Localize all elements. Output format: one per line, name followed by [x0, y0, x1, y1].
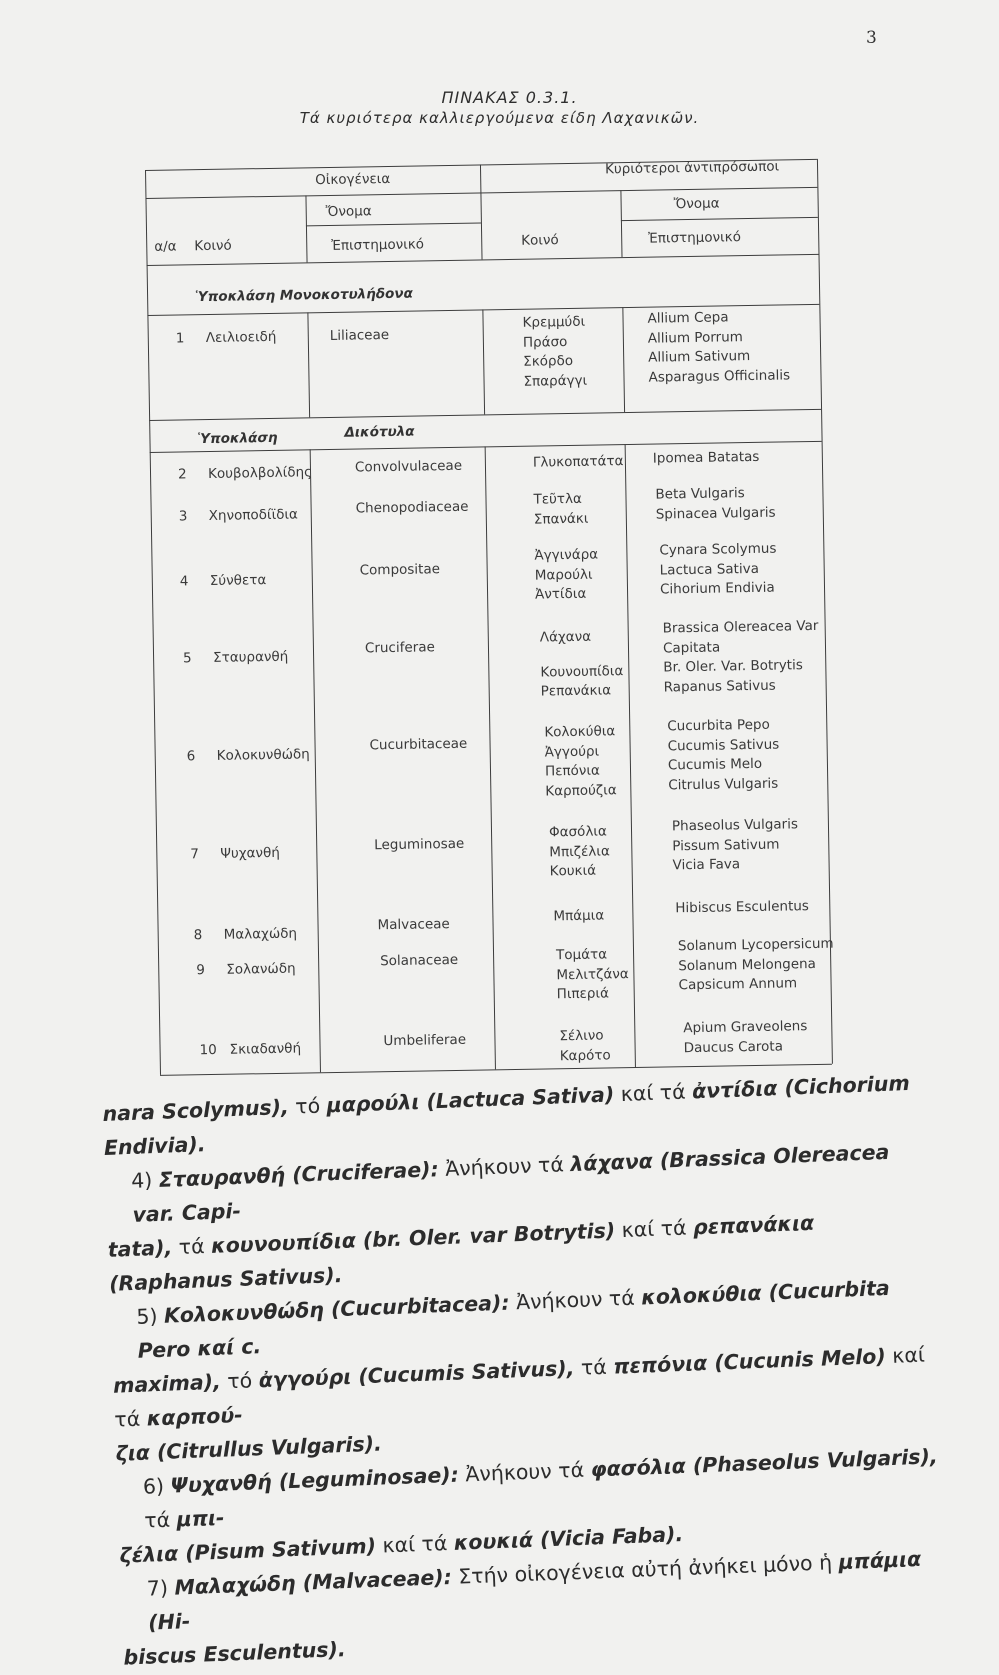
common-cell: Κρεμμύδι Πράσο Σκόρδο Σπαράγγι	[522, 313, 588, 390]
paragraph-4-cont: tata), τά κουνουπίδια (br. Oler. var Botrytis) καί τά ρεπανάκια (Raphanus Sativus).	[107, 1210, 815, 1296]
scientific-cell: Ipomea Batatas	[652, 448, 760, 467]
family-cell: Cruciferae	[364, 639, 435, 657]
header-scientific: Ἐπιστημονικό	[331, 236, 425, 254]
common-cell: Μπάμια	[553, 907, 605, 925]
body-text	[102, 1065, 954, 1674]
subclass-dicots-label: Ὑποκλάση	[197, 429, 278, 448]
family-cell: Compositae	[359, 561, 441, 579]
family-cell: Cucurbitaceae	[369, 735, 468, 754]
scientific-cell: Cynara Scolymus Lactuca Sativa Cihorium Endivia	[659, 540, 777, 598]
paragraph-3-end: nara Scolymus), τό μαρούλι (Lactuca Sativa) καί τά ἀντίδια (Cichorium Endivia).	[102, 1070, 911, 1160]
scientific-cell: Phaseolus Vulgaris Pissum Sativum Vicia Fava	[671, 816, 799, 874]
family-cell: Malvaceae	[377, 916, 450, 934]
paragraph-5-cont: maxima), τό ἀγγούρι (Cucumis Sativus), τά πεπόνια (Cucunis Melo) καί τά καρπού-	[112, 1342, 926, 1432]
common-cell: Ἀγγινάρα Μαρούλι Ἀντίδια	[534, 546, 599, 603]
scientific-cell: Apium Graveolens Daucus Carota	[683, 1018, 808, 1056]
family-cell: Solanaceae	[380, 951, 459, 970]
paragraph-7-cont: biscus Esculentus).	[123, 1637, 347, 1670]
header-family: Οἰκογένεια	[315, 170, 391, 189]
scientific-cell: Solanum Lycopersicum Solanum Melongena Capsicum Annum	[677, 935, 834, 994]
vegetables-table	[145, 158, 860, 1084]
paragraph-4: 4) Σταυρανθή (Cruciferae): Ἀνήκουν τά λάχανα (Brassica Olereacea var. Capi-	[130, 1139, 890, 1227]
scientific-cell: Hibiscus Esculentus	[675, 898, 810, 917]
table-row: 6 Κολοκυνθώδη	[186, 746, 310, 765]
table-row: 7 Ψυχανθή	[190, 844, 280, 863]
paragraph-5: 5) Κολοκυνθώδη (Cucurbitacea): Ἀνήκουν τά κολοκύθια (Cucurbita Pero καί c.	[136, 1275, 891, 1363]
table-title-line1: ΠΙΝΑΚΑΣ 0.3.1.	[441, 88, 578, 107]
table-row: 8 Μαλαχώδη	[193, 925, 298, 944]
family-cell: Liliaceae	[329, 326, 390, 344]
common-cell: Τεῦτλα Σπανάκι	[533, 490, 589, 528]
table-row: 5 Σταυρανθή	[182, 648, 289, 667]
header-scientific-2: Ἐπιστημονικό	[648, 229, 742, 247]
paragraph-6: 6) Ψυχανθή (Leguminosae): Ἀνήκουν τά φασόλια (Phaseolus Vulgaris), τά μπι-	[142, 1444, 939, 1533]
paragraph-7: 7) Μαλαχώδη (Malvaceae): Στήν οἰκογένεια αὐτή ἀνήκει μόνο ἡ μπάμια (Hi-	[146, 1546, 922, 1635]
common-cell: Τομάτα Μελιτζάνα Πιπεριά	[555, 946, 629, 1003]
scientific-cell: Brassica Olereacea Var Capitata Br. Oler. Var. Botrytis Rapanus Sativus	[662, 617, 819, 695]
common-cell: Λάχανα Κουνουπίδια Ρεπανάκια	[539, 628, 624, 700]
common-cell: Φασόλια Μπιζέλια Κουκιά	[548, 823, 610, 880]
common-cell: Γλυκοπατάτα	[532, 453, 624, 471]
header-representatives: Κυριότεροι ἀντιπρόσωποι	[604, 158, 780, 178]
common-cell: Σέλινο Καρότο	[559, 1027, 611, 1064]
header-common-2: Κοινό	[521, 232, 559, 249]
table-row: 10 Σκιαδανθή	[199, 1040, 302, 1059]
family-cell: Chenopodiaceae	[355, 498, 469, 517]
header-aa: α/α	[154, 238, 177, 255]
family-cell: Umbeliferae	[383, 1031, 467, 1050]
common-cell: Κολοκύθια Ἀγγούρι Πεπόνια Καρπούζια	[544, 723, 617, 799]
table-title	[0, 88, 999, 127]
subclass-dicots-value: Δικότυλα	[344, 423, 415, 441]
table-title-line2: Τά κυριότερα καλλιεργούμενα είδη Λαχανικῶν.	[299, 109, 700, 127]
scientific-cell: Cucurbita Pepo Cucumis Sativus Cucumis Melo Citrulus Vulgaris	[667, 716, 780, 793]
table-row: 9 Σολανώδη	[196, 960, 296, 979]
header-common: Κοινό	[194, 237, 232, 255]
scientific-cell: Allium Cepa Allium Porrum Allium Sativum Asparagus Officinalis	[647, 309, 791, 386]
table-row: 4 Σύνθετα	[179, 572, 267, 590]
paragraph-5-end: ζια (Citrullus Vulgaris).	[115, 1431, 383, 1466]
table-row: 1 Λειλιοειδή	[175, 328, 277, 347]
header-name-2: Ὄνομα	[673, 195, 720, 213]
subclass-monocots: Ὑποκλάση Μονοκοτυλήδονα	[194, 285, 413, 306]
table-row: 2 Κουβολβολίδης	[177, 464, 313, 483]
family-cell: Leguminosae	[374, 835, 465, 854]
page-number: 3	[866, 28, 877, 48]
paragraph-6-cont: ζέλια (Pisum Sativum) καί τά κουκιά (Vicia Faba).	[119, 1522, 684, 1568]
scientific-cell: Beta Vulgaris Spinacea Vulgaris	[655, 485, 776, 523]
family-cell: Convolvulaceae	[354, 457, 463, 476]
table-row: 3 Χηνοποδίϊδια	[178, 506, 298, 525]
header-name: Ὄνομα	[325, 203, 372, 221]
